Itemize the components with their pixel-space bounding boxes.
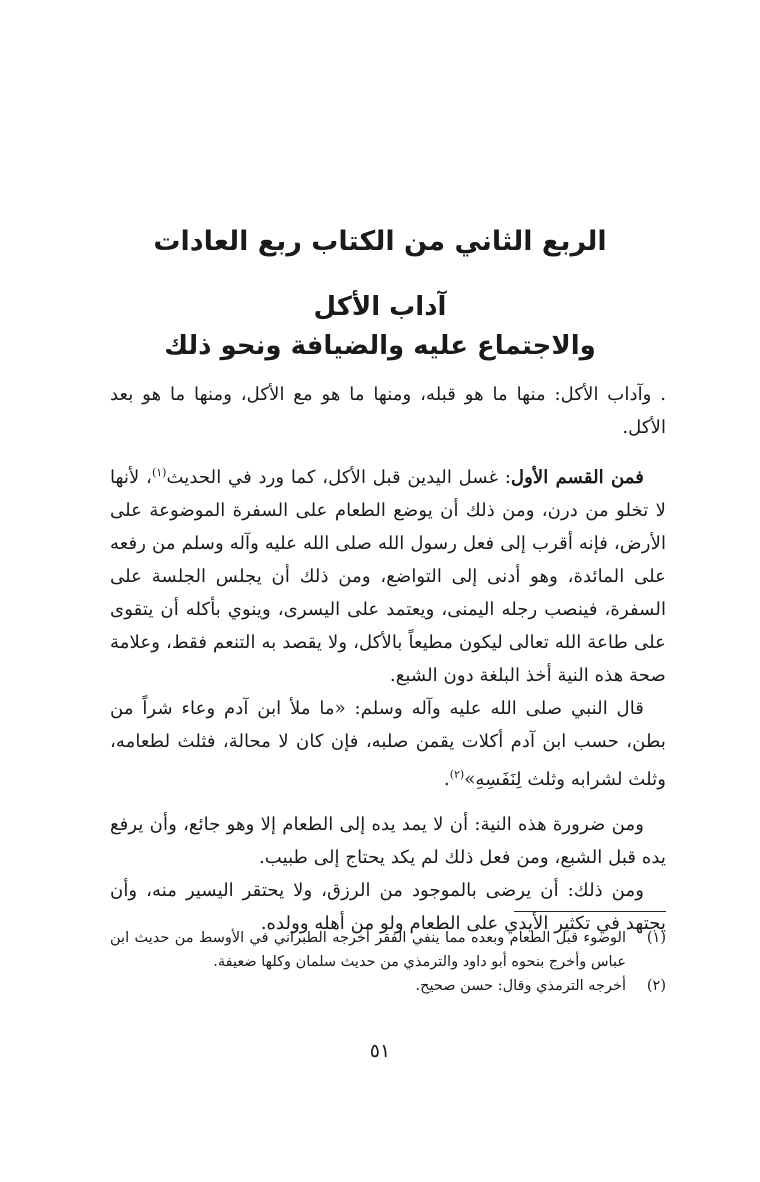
footnote-2 <box>110 974 666 998</box>
chapter-title-line-2: والاجتماع عليه والضيافة ونحو ذلك <box>164 331 596 361</box>
section-text-b: ، لأنها لا تخلو من درن، ومن ذلك أن يوضع الطعام على السفرة الموضوعة على الأرض، فإنه أقرب إلى فعل رسول الله صلى الله عليه وآله وسلم من رفعه على المائدة، وهو أدنى إلى التواضع، ومن ذلك أن يجلس الجلسة على السفرة، فينصب رجله اليمنى، ويعتمد على اليسرى، وينوي بأكله أن يتقوى على طاعة الله تعالى ليكون مطيعاً بالأكل، ولا يقصد به التنعم فقط، وعلامة صحة هذه النية أخذ البلغة دون الشبع. <box>110 467 666 687</box>
footnotes <box>110 926 666 998</box>
section-lead: فمن القسم الأول <box>510 467 644 489</box>
page-number: ٥١ <box>369 1040 391 1062</box>
footnote-number: (١) <box>646 930 666 946</box>
section-one-paragraph <box>110 456 666 692</box>
hadith-text: قال النبي صلى الله عليه وآله وسلم: «ما ملأ ابن آدم وعاء شراً من بطن، حسب ابن آدم أكلات يقمن صلبه، فإن كان لا محالة، فثلث لطعامه، وثلث لشرابه وثلث لِنَفَسِهِ» <box>110 698 666 791</box>
part-title: الربع الثاني من الكتاب ربع العادات <box>153 226 607 257</box>
chapter-title-line-1: آداب الأكل <box>313 292 447 322</box>
hadith-paragraph <box>110 692 666 796</box>
hadith-end: . <box>443 769 450 791</box>
footnote-marker-2: (٢) <box>449 768 465 782</box>
footnote-separator <box>514 911 666 912</box>
footnote-number: (٢) <box>646 978 666 994</box>
footnote-text: أخرجه الترمذي وقال: حسن صحيح. <box>415 978 626 994</box>
paragraph-three: ومن ضرورة هذه النية: أن لا يمد يده إلى الطعام إلا وهو جائع، وأن يرفع يده قبل الشبع، ومن فعل ذلك لم يكد يحتاج إلى طبيب. <box>110 814 666 869</box>
footnote-text: الوضوء قبل الطعام وبعده مما ينفي الفقر أخرجه الطبراني في الأوسط من حديث ابن عباس وأخرج بنحوه أبو داود والترمذي من حديث سلمان وكلها ضعيفة. <box>110 930 626 970</box>
footnote-marker-1: (١) <box>151 466 167 479</box>
paragraph-four: ومن ذلك: أن يرضى بالموجود من الرزق، ولا يحتقر اليسير منه، وأن يجتهد في تكثير الأيدي على الطعام ولو من أهله وولده. <box>110 880 666 935</box>
body-text <box>110 378 666 940</box>
section-text-a: : غسل اليدين قبل الأكل، كما ورد في الحديث <box>166 467 511 489</box>
footnote-1 <box>110 926 666 974</box>
intro-paragraph: . وآداب الأكل: منها ما هو قبله، ومنها ما هو مع الأكل، ومنها ما هو بعد الأكل. <box>110 384 666 438</box>
